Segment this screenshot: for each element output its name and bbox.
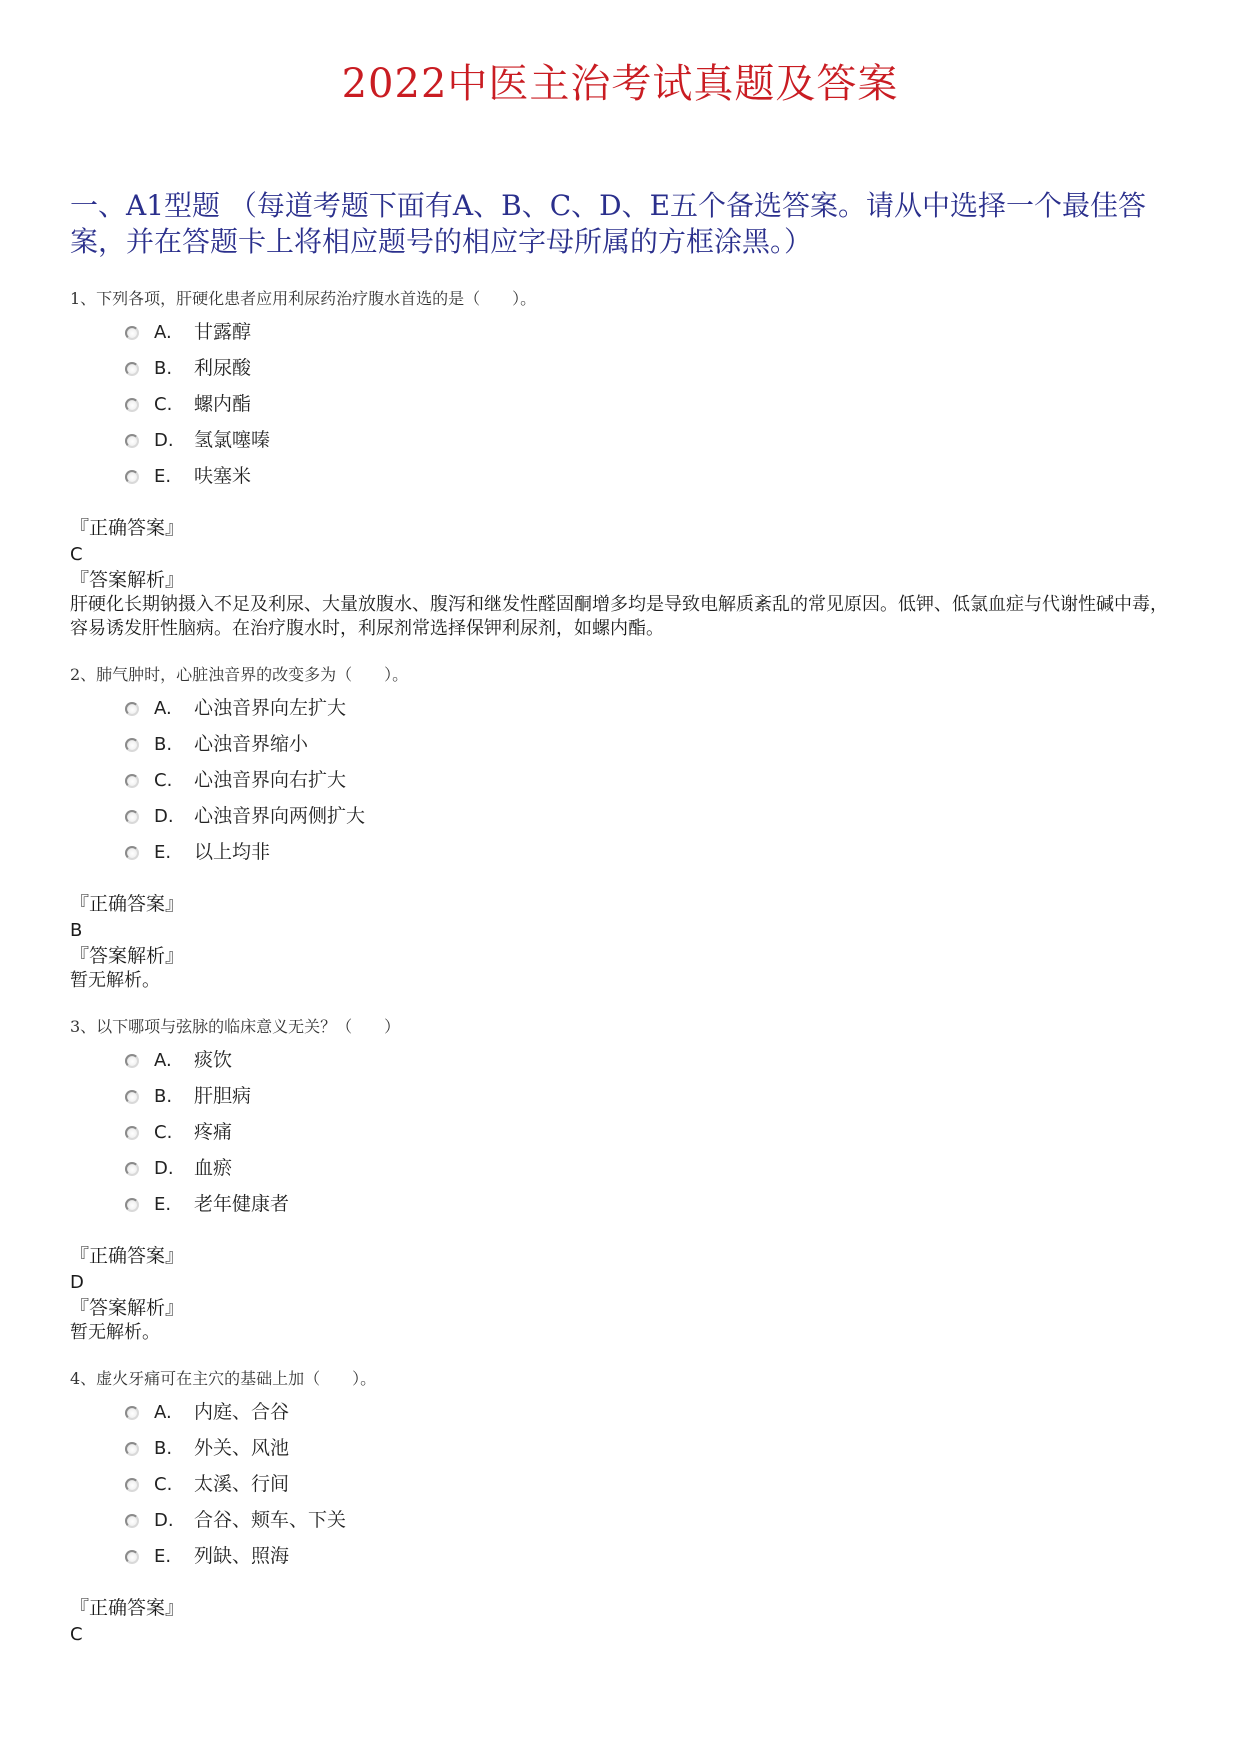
question-stem: 4、虚火牙痛可在主穴的基础上加（ ）。 <box>70 1369 377 1388</box>
option-letter: D. <box>154 1158 174 1179</box>
option-text: 合谷、颊车、下关 <box>194 1509 347 1531</box>
radio-icon[interactable] <box>125 326 139 340</box>
option-c[interactable] <box>70 1114 1180 1150</box>
option-letter: B. <box>154 358 173 379</box>
option-d[interactable] <box>70 798 1180 834</box>
option-text: 螺内酯 <box>194 393 252 415</box>
option-text: 心浊音界向两侧扩大 <box>194 805 366 827</box>
radio-icon[interactable] <box>125 738 139 752</box>
radio-icon[interactable] <box>125 1406 139 1420</box>
option-text: 氢氯噻嗪 <box>194 429 271 451</box>
correct-answer-label: 『正确答案』 <box>70 517 185 539</box>
option-letter: B. <box>154 1086 173 1107</box>
correct-answer-value: D <box>70 1272 84 1293</box>
option-letter: C. <box>154 394 173 415</box>
option-letter: C. <box>154 1474 173 1495</box>
radio-icon[interactable] <box>125 846 139 860</box>
correct-answer-value: C <box>70 544 83 565</box>
option-letter: B. <box>154 1438 173 1459</box>
option-a[interactable] <box>70 314 1180 350</box>
option-text: 太溪、行间 <box>194 1473 290 1495</box>
radio-icon[interactable] <box>125 1198 139 1212</box>
option-e[interactable] <box>70 1186 1180 1222</box>
question-stem: 2、肺气肿时，心脏浊音界的改变多为（ ）。 <box>70 665 409 684</box>
option-text: 呋塞米 <box>194 465 252 487</box>
option-letter: A. <box>154 1402 172 1423</box>
question-4 <box>70 1364 1180 1648</box>
radio-icon[interactable] <box>125 810 139 824</box>
option-text: 心浊音界缩小 <box>194 733 309 755</box>
option-a[interactable] <box>70 1394 1180 1430</box>
option-text: 列缺、照海 <box>194 1545 290 1567</box>
analysis-text: 暂无解析。 <box>70 970 160 991</box>
correct-answer-value: C <box>70 1624 83 1645</box>
question-stem: 3、以下哪项与弦脉的临床意义无关？（ ） <box>70 1017 401 1036</box>
option-letter: C. <box>154 770 173 791</box>
option-text: 内庭、合谷 <box>194 1401 290 1423</box>
option-letter: C. <box>154 1122 173 1143</box>
option-text: 肝胆病 <box>194 1085 252 1107</box>
analysis-text: 暂无解析。 <box>70 1322 160 1343</box>
option-text: 血瘀 <box>194 1157 233 1179</box>
correct-answer-label: 『正确答案』 <box>70 1597 185 1619</box>
option-c[interactable] <box>70 386 1180 422</box>
radio-icon[interactable] <box>125 1054 139 1068</box>
option-text: 以上均非 <box>194 841 271 863</box>
analysis-label: 『答案解析』 <box>70 1297 185 1319</box>
radio-icon[interactable] <box>125 434 139 448</box>
option-text: 心浊音界向左扩大 <box>194 697 347 719</box>
option-letter: E. <box>154 466 172 487</box>
option-text: 利尿酸 <box>194 357 252 379</box>
option-text: 老年健康者 <box>194 1193 290 1215</box>
answer-block <box>70 1596 1180 1648</box>
option-letter: A. <box>154 698 172 719</box>
option-text: 甘露醇 <box>194 321 252 343</box>
option-letter: E. <box>154 842 172 863</box>
option-b[interactable] <box>70 1430 1180 1466</box>
option-a[interactable] <box>70 690 1180 726</box>
question-1 <box>70 284 1180 641</box>
option-d[interactable] <box>70 422 1180 458</box>
option-d[interactable] <box>70 1502 1180 1538</box>
option-b[interactable] <box>70 726 1180 762</box>
radio-icon[interactable] <box>125 1442 139 1456</box>
option-c[interactable] <box>70 1466 1180 1502</box>
option-a[interactable] <box>70 1042 1180 1078</box>
radio-icon[interactable] <box>125 1162 139 1176</box>
option-e[interactable] <box>70 458 1180 494</box>
option-b[interactable] <box>70 1078 1180 1114</box>
option-letter: D. <box>154 430 174 451</box>
question-2 <box>70 660 1180 993</box>
option-d[interactable] <box>70 1150 1180 1186</box>
option-text: 疼痛 <box>194 1121 233 1143</box>
radio-icon[interactable] <box>125 774 139 788</box>
radio-icon[interactable] <box>125 1514 139 1528</box>
answer-block <box>70 1244 1180 1345</box>
option-letter: D. <box>154 806 174 827</box>
analysis-label: 『答案解析』 <box>70 945 185 967</box>
answer-block <box>70 516 1180 641</box>
option-list <box>70 690 1180 870</box>
document-title: 2022中医主治考试真题及答案 <box>341 61 899 107</box>
correct-answer-label: 『正确答案』 <box>70 1245 185 1267</box>
answer-block <box>70 892 1180 993</box>
radio-icon[interactable] <box>125 1090 139 1104</box>
option-list <box>70 1042 1180 1222</box>
analysis-label: 『答案解析』 <box>70 569 185 591</box>
question-stem: 1、下列各项，肝硬化患者应用利尿药治疗腹水首选的是（ ）。 <box>70 289 537 308</box>
option-text: 痰饮 <box>194 1049 233 1071</box>
section-heading: 一、A1型题 （每道考题下面有A、B、C、D、E五个备选答案。请从中选择一个最佳答案，并在答题卡上将相应题号的相应字母所属的方框涂黑。） <box>70 189 1147 258</box>
correct-answer-label: 『正确答案』 <box>70 893 185 915</box>
option-letter: B. <box>154 734 173 755</box>
radio-icon[interactable] <box>125 362 139 376</box>
option-letter: D. <box>154 1510 174 1531</box>
option-text: 心浊音界向右扩大 <box>194 769 347 791</box>
radio-icon[interactable] <box>125 398 139 412</box>
correct-answer-value: B <box>70 920 83 941</box>
option-list <box>70 314 1180 494</box>
option-list <box>70 1394 1180 1574</box>
option-e[interactable] <box>70 834 1180 870</box>
radio-icon[interactable] <box>125 1126 139 1140</box>
radio-icon[interactable] <box>125 1550 139 1564</box>
option-letter: A. <box>154 322 172 343</box>
analysis-text: 肝硬化长期钠摄入不足及利尿、大量放腹水、腹泻和继发性醛固酮增多均是导致电解质紊乱的常见原因。低钾、低氯血症与代谢性碱中毒，容易诱发肝性脑病。在治疗腹水时，利尿剂常选择保钾利尿剂，如螺内酯。 <box>70 594 1168 639</box>
question-3 <box>70 1012 1180 1345</box>
option-letter: A. <box>154 1050 172 1071</box>
option-text: 外关、风池 <box>194 1437 290 1459</box>
option-letter: E. <box>154 1194 172 1215</box>
option-letter: E. <box>154 1546 172 1567</box>
option-e[interactable] <box>70 1538 1180 1574</box>
radio-icon[interactable] <box>125 470 139 484</box>
radio-icon[interactable] <box>125 702 139 716</box>
option-c[interactable] <box>70 762 1180 798</box>
radio-icon[interactable] <box>125 1478 139 1492</box>
option-b[interactable] <box>70 350 1180 386</box>
